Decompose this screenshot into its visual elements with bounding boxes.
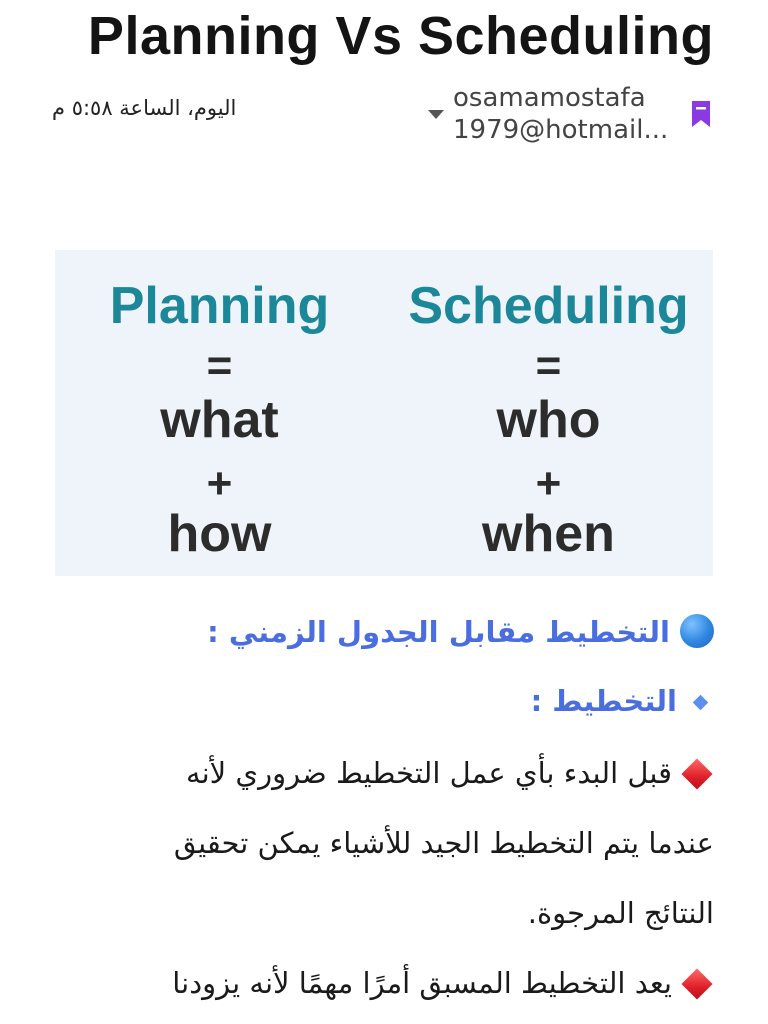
paragraph-2-line-1 [52,966,714,1000]
subsection-heading [52,684,714,718]
bookmark-icon[interactable] [690,100,712,128]
when-word: when [482,505,615,563]
author-line-2: 1979@hotmail... [453,115,668,145]
red-diamond-icon [681,758,712,789]
paragraph-text: يعد التخطيط المسبق أمرًا مهمًا لأنه يزودنا [172,966,672,1000]
what-word: what [160,391,279,449]
equals-sign: = [535,341,562,390]
author-line-1: osamamostafa [453,83,646,113]
planning-heading: Planning [109,277,330,335]
subsection-heading-text: التخطيط : [530,684,677,718]
article-meta [0,80,768,150]
who-word: who [496,391,601,449]
paragraph-1-line-3: النتائج المرجوة. [527,896,714,930]
scheduling-heading: Scheduling [408,277,689,335]
blue-diamond-icon [693,695,709,711]
scheduling-column [384,250,713,576]
plus-sign: + [535,459,562,508]
caret-down-icon[interactable] [428,110,444,119]
blue-circle-icon [680,614,714,648]
section-heading [52,614,714,649]
how-word: how [167,505,272,563]
article-title: Planning Vs Scheduling [87,6,714,66]
paragraph-1-line-1 [52,756,714,790]
paragraph-1-line-2: عندما يتم التخطيط الجيد للأشياء يمكن تحقيق [173,826,714,860]
planning-vs-scheduling-image [55,250,713,576]
section-heading-text: التخطيط مقابل الجدول الزمني : [207,615,670,649]
article-body [52,600,714,1024]
paragraph-text: قبل البدء بأي عمل التخطيط ضروري لأنه [186,756,672,790]
equals-sign: = [206,341,233,390]
plus-sign: + [206,459,233,508]
red-diamond-icon [681,968,712,999]
author-name[interactable] [453,82,668,146]
post-date: اليوم، الساعة ٥:٥٨ م [52,96,237,120]
planning-column [55,250,384,576]
